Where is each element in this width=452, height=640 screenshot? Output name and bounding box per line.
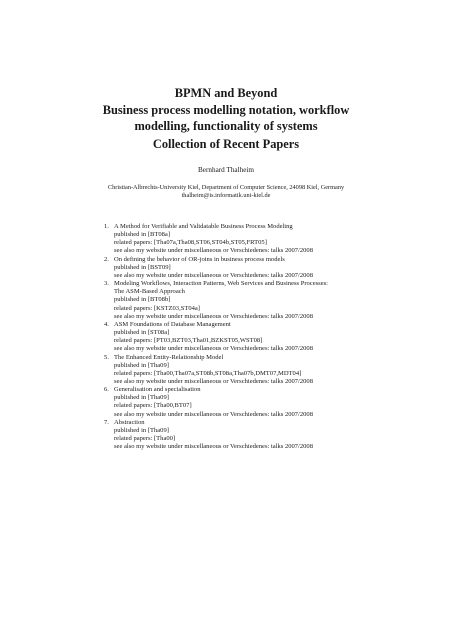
- paper-entry: [104, 256, 404, 280]
- paper-detail-line: The ASM-Based Approach: [114, 288, 185, 296]
- paper-entry: [104, 386, 404, 419]
- paper-detail-line: see also my website under miscellaneous or Verschiedenes: talks 2007/2008: [114, 271, 313, 279]
- paper-detail-line: see also my website under miscellaneous or Verschiedenes: talks 2007/2008: [114, 312, 313, 320]
- paper-entry: [104, 321, 404, 354]
- paper-title: Modeling Workflows, Interaction Patterns, Web Services and Business Processes:: [114, 280, 328, 288]
- paper-detail-line: published in [BT08b]: [114, 296, 171, 304]
- paper-entry: [104, 223, 404, 256]
- paper-detail-line: published in [Tha09]: [114, 426, 169, 434]
- paper-entry: [104, 354, 404, 387]
- paper-detail-line: see also my website under miscellaneous or Verschiedenes: talks 2007/2008: [114, 377, 313, 385]
- paper-detail-line: see also my website under miscellaneous or Verschiedenes: talks 2007/2008: [114, 345, 313, 353]
- paper-detail-line: published in [BST09]: [114, 263, 171, 271]
- paper-number: 5.: [104, 353, 109, 361]
- paper-number: 1.: [104, 223, 109, 230]
- paper-detail-line: published in [BT08a]: [114, 231, 171, 239]
- title-line: modelling, functionality of systems: [134, 119, 318, 133]
- document-subtitle: Collection of Recent Papers: [152, 137, 300, 151]
- paper-number: 6.: [104, 386, 109, 394]
- paper-detail-line: related papers: [Tha00,BT07]: [114, 402, 192, 410]
- paper-title: ASM Foundations of Database Management: [114, 320, 231, 328]
- paper-title: On defining the behavior of OR-joins in business process models: [114, 255, 285, 263]
- paper-title: Generalisation and specialisation: [114, 386, 201, 394]
- paper-detail-line: related papers: [PT03,BZT03,Tha01,BZKST05,WST08]: [114, 337, 263, 345]
- document-title: [0, 85, 452, 135]
- paper-detail-line: see also my website under miscellaneous or Verschiedenes: talks 2007/2008: [114, 443, 313, 451]
- author-affiliation-block: [0, 184, 452, 200]
- title-line: Business process modelling notation, workflow: [102, 102, 350, 117]
- paper-detail-line: published in [Tha09]: [114, 361, 169, 369]
- title-line: BPMN and Beyond: [174, 86, 278, 100]
- paper-detail-line: related papers: [Tha00]: [114, 435, 176, 443]
- email: thalheim@is.informatik.uni-kiel.de: [181, 191, 271, 199]
- paper-entry: [104, 419, 404, 452]
- paper-title: Abstraction: [114, 418, 145, 426]
- author-name: Bernhard Thalheim: [198, 166, 254, 174]
- paper-number: 3.: [104, 280, 109, 288]
- paper-list: [104, 223, 404, 451]
- paper-detail-line: related papers: [Tha07a,Tha08,ST06,ST04b,ST05,FRT05]: [114, 239, 267, 247]
- paper-number: 7.: [104, 418, 109, 426]
- paper-number: 2.: [104, 255, 109, 263]
- paper-detail-line: published in [Tha09]: [114, 394, 169, 402]
- paper-number: 4.: [104, 320, 109, 328]
- paper-detail-line: related papers: [Tha00,Tha07a,ST08b,ST08a,Tha07b,DMT07,MDT04]: [114, 369, 302, 377]
- paper-title: A Method for Verifiable and Validatable Business Process Modeling: [114, 223, 293, 230]
- paper-detail-line: see also my website under miscellaneous or Verschiedenes: talks 2007/2008: [114, 247, 313, 255]
- paper-title: The Enhanced Entity-Relationship Model: [114, 353, 224, 361]
- affiliation: Christian-Albrechts-University Kiel, Department of Computer Science, 24098 Kiel, Germany: [107, 184, 345, 191]
- paper-detail-line: related papers: [KSTZ03,ST04a]: [114, 304, 200, 312]
- paper-entry: [104, 280, 404, 321]
- paper-detail-line: see also my website under miscellaneous or Verschiedenes: talks 2007/2008: [114, 410, 313, 418]
- paper-detail-line: published in [ST08a]: [114, 329, 170, 337]
